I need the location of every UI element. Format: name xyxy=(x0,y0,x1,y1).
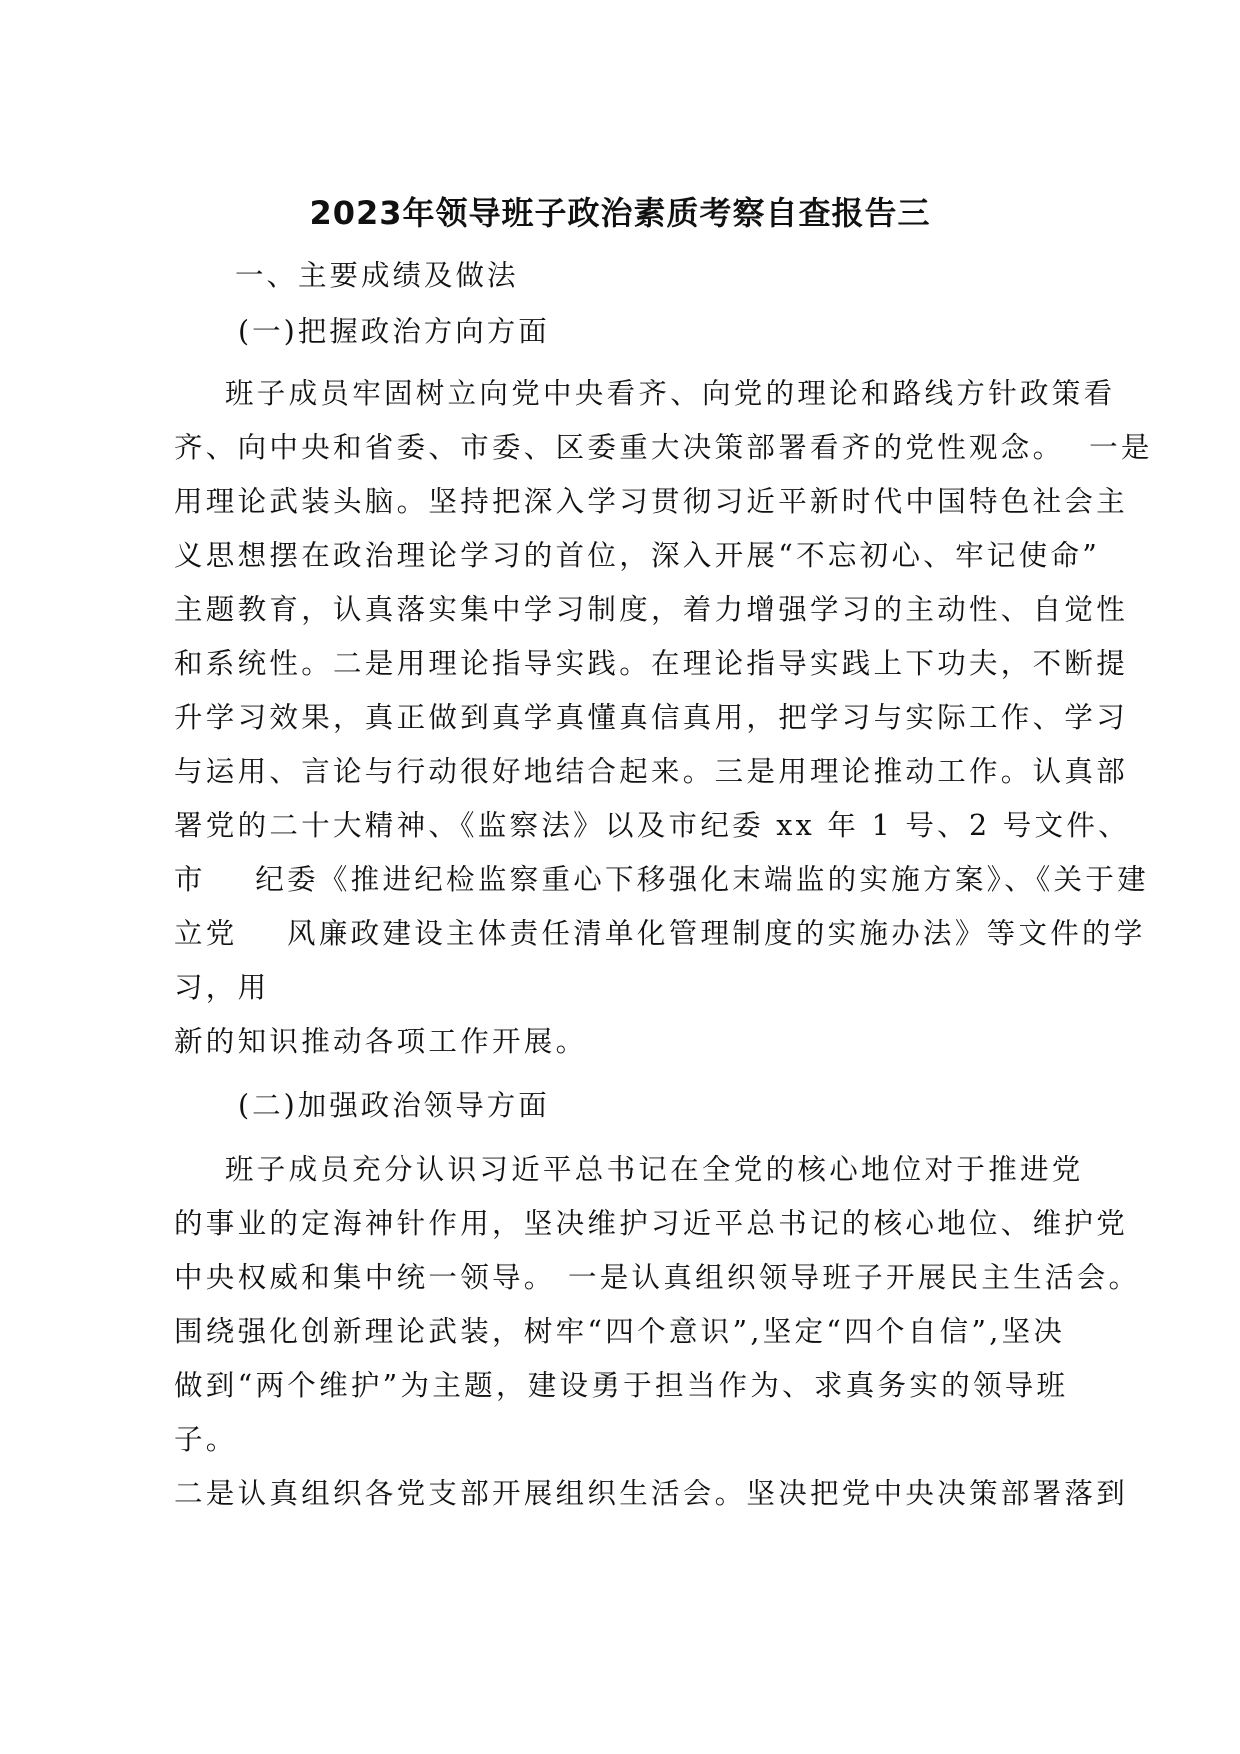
paragraph-line: 中央权威和集中统一领导。 一是认真组织领导班子开展民主生活会。 xyxy=(174,1261,1141,1294)
paragraph-line: 的事业的定海神针作用，坚决维护习近平总书记的核心地位、维护党 xyxy=(174,1207,1129,1240)
paragraph-line: 二是认真组织各党支部开展组织生活会。坚决把党中央决策部署落到 xyxy=(174,1477,1129,1510)
paragraph-line: 习，用 xyxy=(174,971,270,1004)
paragraph-line: 班子成员充分认识习近平总书记在全党的核心地位对于推进党 xyxy=(225,1153,1084,1186)
paragraph-line: 子。 xyxy=(174,1423,238,1456)
paragraph-line: 新的知识推动各项工作开展。 xyxy=(174,1025,588,1058)
paragraph-line: 义思想摆在政治理论学习的首位，深入开展“不忘初心、牢记使命” xyxy=(174,539,1101,572)
paragraph-line: 做到“两个维护”为主题，建设勇于担当作为、求真务实的领导班 xyxy=(174,1369,1069,1402)
paragraph-line: 市 纪委《推进纪检监察重心下移强化末端监的实施方案》、《关于建 xyxy=(174,863,1149,896)
paragraph-line: 立党 风廉政建设主体责任清单化管理制度的实施办法》等文件的学 xyxy=(174,917,1146,950)
section-heading-main-achievements: 一、主要成绩及做法 xyxy=(235,259,519,292)
subsection-heading-political-direction: (一)把握政治方向方面 xyxy=(238,315,550,348)
paragraph-line: 用理论武装头脑。坚持把深入学习贯彻习近平新时代中国特色社会主 xyxy=(174,485,1129,518)
subsection-heading-political-leadership: (二)加强政治领导方面 xyxy=(238,1089,550,1122)
paragraph-line: 和系统性。二是用理论指导实践。在理论指导实践上下功夫，不断提 xyxy=(174,647,1129,680)
paragraph-line: 主题教育，认真落实集中学习制度，着力增强学习的主动性、自觉性 xyxy=(174,593,1129,626)
paragraph-line: 班子成员牢固树立向党中央看齐、向党的理论和路线方针政策看 xyxy=(225,377,1116,410)
paragraph-line: 署党的二十大精神、《监察法》以及市纪委 xx 年 1 号、2 号文件、 xyxy=(174,809,1130,842)
paragraph-line: 与运用、言论与行动很好地结合起来。三是用理论推动工作。认真部 xyxy=(174,755,1129,788)
paragraph-line: 升学习效果，真正做到真学真懂真信真用，把学习与实际工作、学习 xyxy=(174,701,1129,734)
paragraph-line: 围绕强化创新理论武装，树牢“四个意识”,坚定“四个自信”,坚决 xyxy=(174,1315,1066,1348)
document-title: 2023年领导班子政治素质考察自查报告三 xyxy=(309,194,931,232)
paragraph-line: 齐、向中央和省委、市委、区委重大决策部署看齐的党性观念。 一是 xyxy=(174,431,1153,464)
